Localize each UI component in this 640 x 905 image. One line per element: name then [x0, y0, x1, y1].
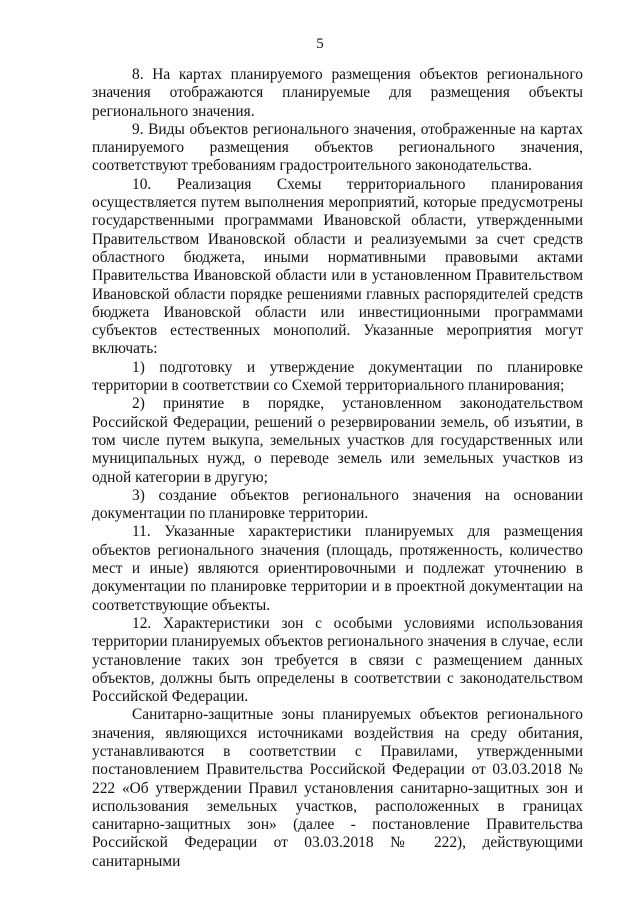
paragraph-12: 12. Характеристики зон с особыми условиями использования территории планируемых объектов регионального значения в случае, если установление таких зон требуется в связи с размещением данных объектов, должны быть определены в соответствии с законодательством Российской Федерации. [92, 614, 583, 706]
paragraph-9: 9. Виды объектов регионального значения, отображенные на картах планируемого размещения объектов регионального значения, соответствуют требованиям градостроительного законодательства. [92, 120, 583, 175]
list-item-2: 2) принятие в порядке, установленном законодательством Российской Федерации, решений о резервировании земель, об изъятии, в том числе путем выкупа, земельных участков для государственных или муниципальных нужд, о переводе земель или земельных участков из одной категории в другую; [92, 395, 583, 486]
paragraph-sanitary-zones: Санитарно-защитные зоны планируемых объектов регионального значения, являющихся источниками воздействия на среду обитания, устанавливаются в соответствии с Правилами, утвержденными постановлением Правительства Российской Федерации от 03.03.2018 № 222 «Об утверждении Правил установления санитарно-защитных зон и использования земельных участков, расположенных в границах санитарно-защитных зон» (далее - постановление Правительства Российской Федерации от 03.03.2018 № 222), действующими санитарными [92, 706, 583, 870]
page-number: 5 [316, 36, 324, 52]
paragraph-10: 10. Реализация Схемы территориального планирования осуществляется путем выполнения мероприятий, которые предусмотрены государственными программами Ивановской области, утвержденными Правительством Ивановской области и реализуемыми за счет средств областного бюджета, иными нормативными правовыми актами Правительства Ивановской области или в установленном Правительством Ивановской области порядке решениями главных распорядителей средств бюджета Ивановской области или инвестиционными программами субъектов естественных монополий. Указанные мероприятия могут включать: [92, 175, 583, 358]
paragraph-8: 8. На картах планируемого размещения объектов регионального значения отображаются планируемые для размещения объекты регионального значения. [92, 66, 583, 120]
list-item-3: 3) создание объектов регионального значения на основании документации по планировке территории. [92, 486, 583, 523]
document-body [92, 66, 583, 871]
list-item-1: 1) подготовку и утверждение документации по планировке территории в соответствии со Схемой территориального планирования; [92, 358, 583, 395]
paragraph-11: 11. Указанные характеристики планируемых для размещения объектов регионального значения (площадь, протяженность, количество мест и иные) являются ориентировочными и подлежат уточнению в документации по планировке территории и в проектной документации на соответствующие объекты. [92, 523, 583, 614]
